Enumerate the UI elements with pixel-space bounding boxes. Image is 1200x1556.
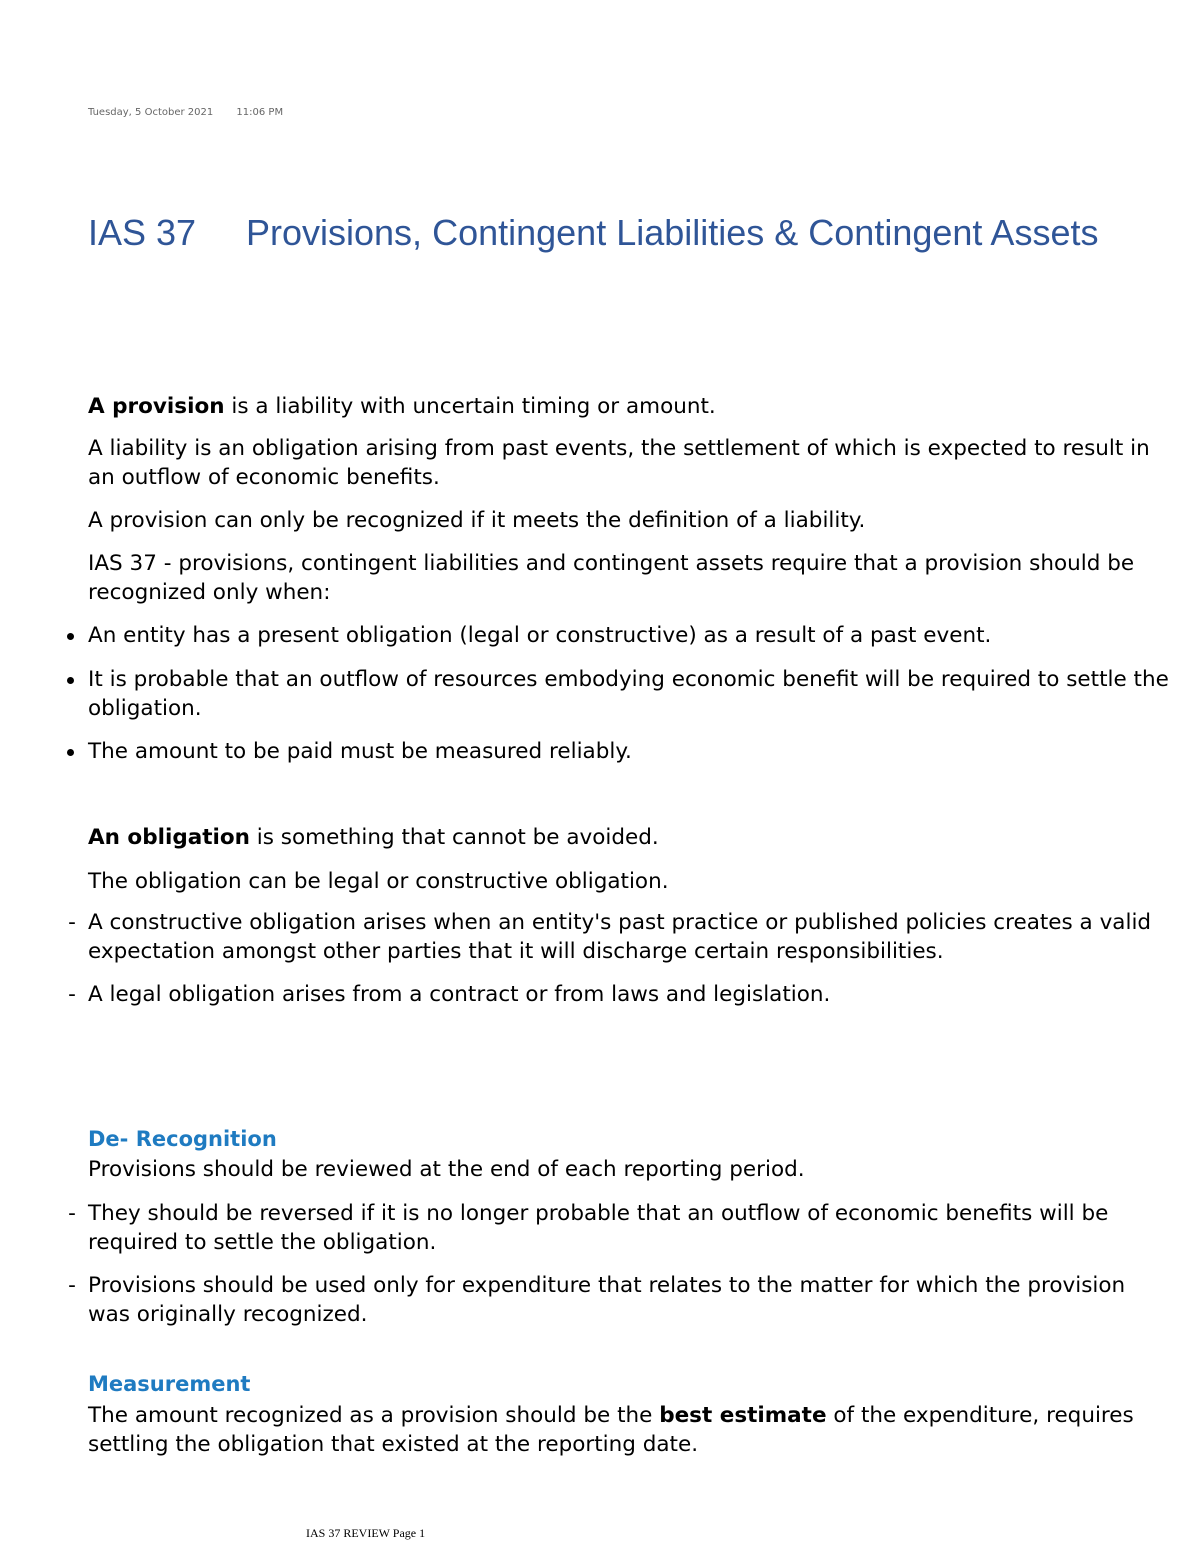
provision-term: A provision [88,394,225,419]
dash-icon: - [68,1201,76,1226]
derecognition-item [68,1199,1173,1257]
provision-definition-text: is a liability with uncertain timing or amount. [224,394,716,419]
criteria-text: An entity has a present obligation (legal or constructive) as a result of a past event. [88,623,992,648]
obligation-item [68,908,1173,966]
title-text: Provisions, Contingent Liabilities & Contingent Assets [246,212,1099,253]
obligation-item [68,980,1173,1009]
note-timestamp [88,107,283,118]
dash-icon: - [68,1273,76,1298]
criteria-item [88,621,1173,650]
recognition-condition: A provision can only be recognized if it meets the definition of a liability. [88,508,866,533]
derecognition-item-text: Provisions should be used only for expenditure that relates to the matter for which the provision was originally recognized. [88,1273,1126,1327]
measurement-text-start: The amount recognized as a provision should be the [88,1403,660,1428]
criteria-text: It is probable that an outflow of resources embodying economic benefit will be required to settle the obligation. [88,667,1169,721]
liability-definition: A liability is an obligation arising from past events, the settlement of which is expected to result in an outflow of economic benefits. [88,436,1150,490]
note-time: 11:06 PM [236,107,284,118]
page-title [88,206,1168,260]
obligation-definition-text: is something that cannot be avoided. [249,825,659,850]
derecognition-item-text: They should be reversed if it is no longer probable that an outflow of economic benefits will be required to settle the obligation. [88,1201,1109,1255]
bullet-icon [67,633,74,640]
derecognition-intro: Provisions should be reviewed at the end of each reporting period. [88,1157,805,1182]
ias-intro: IAS 37 - provisions, contingent liabilities and contingent assets require that a provision should be recognized only when: [88,551,1135,605]
measurement-text-end: of the expenditure, requires settling the obligation that existed at the reporting date. [88,1403,1134,1457]
bullet-icon [67,677,74,684]
provision-definition [88,392,1173,421]
obligation-item-text: A constructive obligation arises when an entity's past practice or published policies creates a valid expectation amongst other parties that it will discharge certain responsibilities. [88,910,1152,964]
note-date: Tuesday, 5 October 2021 [88,107,214,118]
measurement-heading: Measurement [88,1372,251,1396]
measurement-text [88,1401,1173,1459]
derecognition-item [68,1271,1173,1329]
title-code: IAS 37 [88,212,197,253]
obligation-term: An obligation [88,825,250,850]
dash-icon: - [68,982,76,1007]
obligation-types: The obligation can be legal or constructive obligation. [88,869,669,894]
criteria-text: The amount to be paid must be measured reliably. [88,739,632,764]
bullet-icon [67,749,74,756]
derecognition-heading: De- Recognition [88,1127,277,1151]
criteria-item [88,665,1173,723]
page-footer: IAS 37 REVIEW Page 1 [306,1526,426,1540]
criteria-item [88,737,1173,766]
dash-icon: - [68,910,76,935]
measurement-best-estimate: best estimate [659,1403,827,1428]
obligation-definition [88,823,1173,852]
obligation-item-text: A legal obligation arises from a contract or from laws and legislation. [88,982,831,1007]
